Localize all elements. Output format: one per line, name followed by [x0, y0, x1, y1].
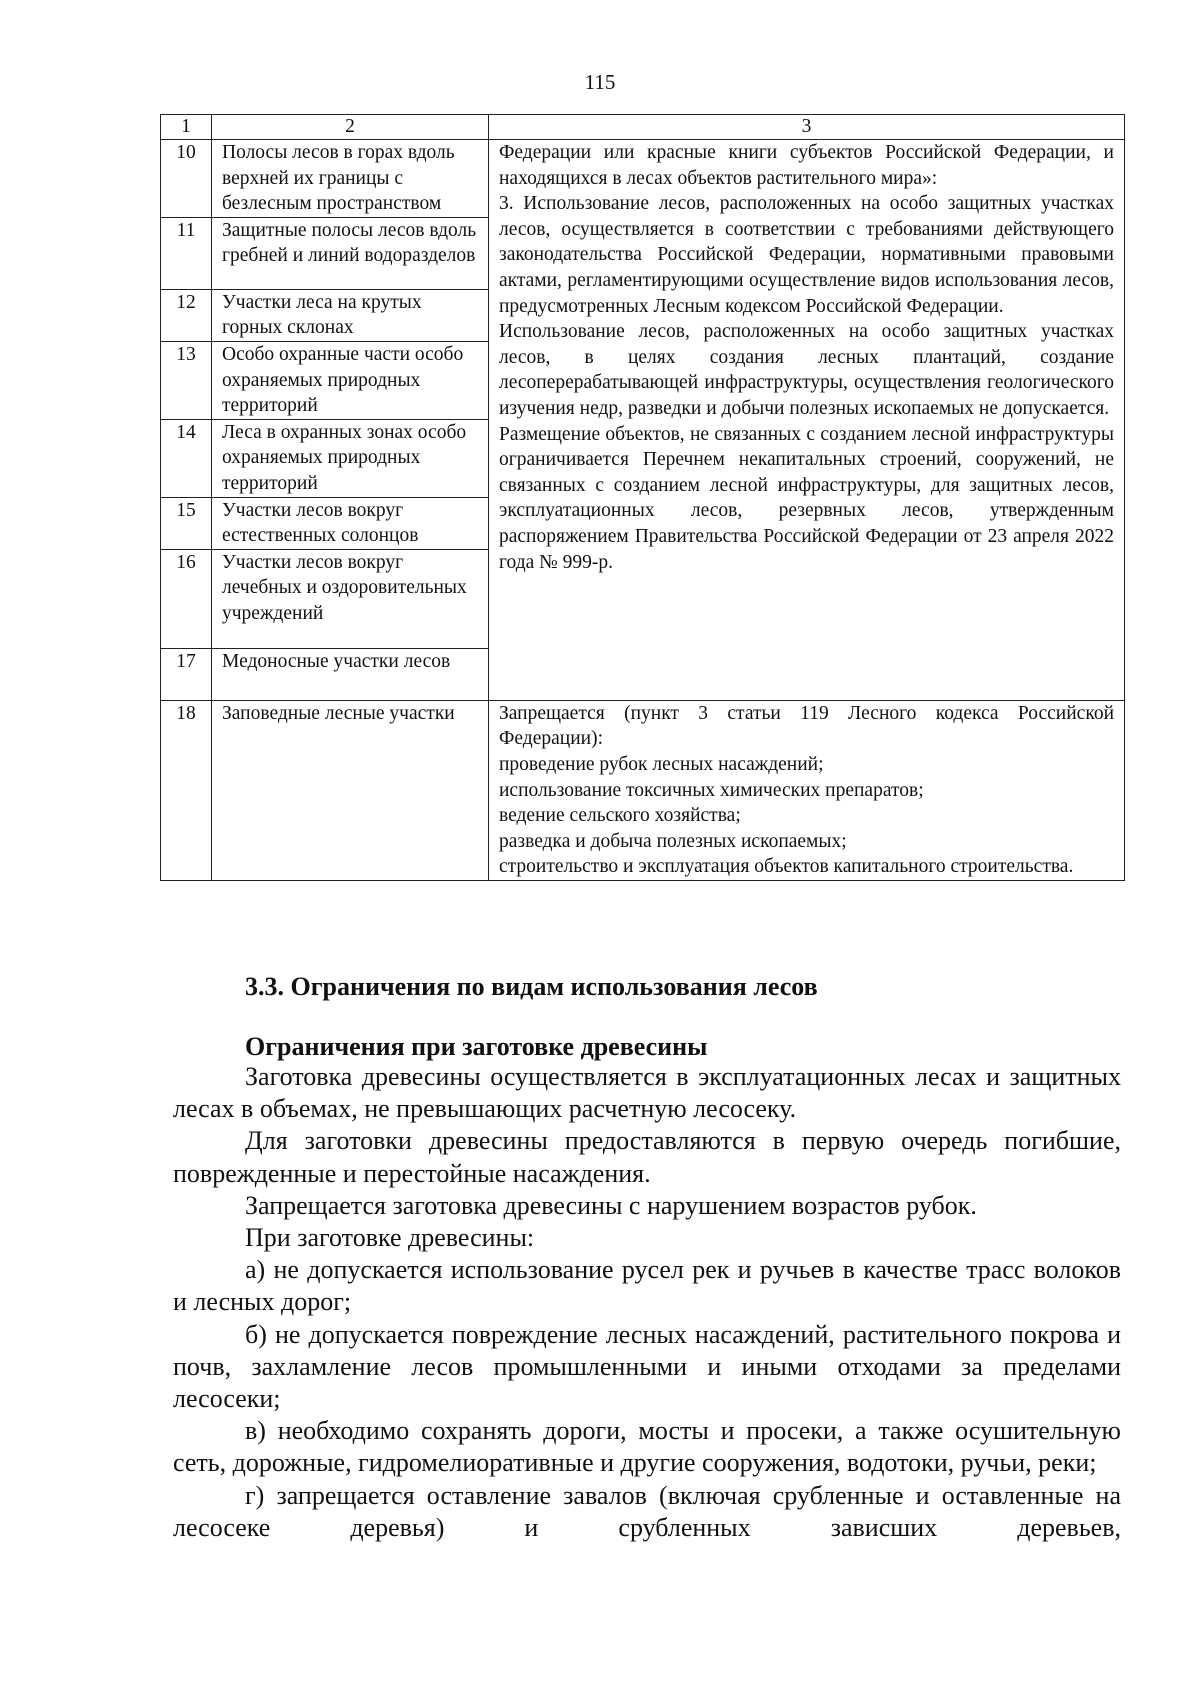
row-name: Медоносные участки лесов [212, 648, 489, 700]
restriction-line: строительство и эксплуатация объектов капитального строительства. [499, 856, 1074, 878]
paragraph: а) не допускается использование русел рек и ручьев в качестве трасс волоков и лесных дорог; [173, 1255, 1121, 1317]
row-number: 12 [161, 289, 212, 341]
row-number: 18 [161, 700, 212, 880]
paragraph: При заготовке древесины: [245, 1223, 535, 1253]
paragraph: Для заготовки древесины предоставляются в первую очередь погибшие, поврежденные и перестойные насаждения. [173, 1126, 1121, 1188]
row-name: Заповедные лесные участки [212, 700, 489, 880]
table-row [161, 140, 1125, 218]
row-number: 17 [161, 648, 212, 700]
group-restrictions-cell [489, 140, 1125, 701]
forest-restrictions-table [160, 114, 1125, 881]
restriction-paragraph: Использование лесов, расположенных на особо защитных участках лесов, в целях создания лесных плантаций, создание лесоперерабатывающей инфраструктуры, осуществления геологического изучения недр, разведки и добычи полезных ископаемых не допускается. [499, 321, 1114, 419]
restriction-paragraph: Федерации или красные книги субъектов Российской Федерации, и находящихся в лесах объектов растительного мира»: [499, 142, 1114, 189]
row-name: Участки леса на крутых горных склонах [212, 289, 489, 341]
row-number: 13 [161, 341, 212, 419]
table-header-row [161, 115, 1125, 140]
row-number: 15 [161, 497, 212, 549]
row-name: Особо охранные части особо охраняемых природных территорий [212, 341, 489, 419]
restriction-line: Запрещается (пункт 3 статьи 119 Лесного кодекса Российской Федерации): [499, 702, 1114, 750]
row-number: 11 [161, 217, 212, 289]
section-title: 3.3. Ограничения по видам использования лесов [245, 972, 818, 1001]
row-number: 14 [161, 419, 212, 497]
restriction-line: разведка и добыча полезных ископаемых; [499, 830, 847, 852]
row-number: 10 [161, 140, 212, 218]
paragraph: Запрещается заготовка древесины с нарушением возрастов рубок. [245, 1190, 977, 1220]
row-name: Участки лесов вокруг естественных солонцов [212, 497, 489, 549]
column-header: 2 [212, 115, 489, 140]
table-row [161, 700, 1125, 880]
restriction-paragraph: 3. Использование лесов, расположенных на особо защитных участках лесов, осуществляется в соответствии с требованиями действующего законодательства Российской Федерации, нормативными правовыми актами, регламентирующими осуществление видов использования лесов, предусмотренных Лесным кодексом Российской Федерации. [499, 193, 1114, 317]
subsection-title: Ограничения при заготовке древесины [245, 1032, 708, 1061]
restriction-line: проведение рубок лесных насаждений; [499, 753, 824, 775]
body-text [173, 1061, 1121, 1544]
paragraph: б) не допускается повреждение лесных насаждений, растительного покрова и почв, захламление лесов промышленными и иными отходами за пределами лесосеки; [173, 1319, 1121, 1414]
row-name: Леса в охранных зонах особо охраняемых природных территорий [212, 419, 489, 497]
paragraph: Заготовка древесины осуществляется в эксплуатационных лесах и защитных лесах в объемах, не превышающих расчетную лесосеку. [173, 1062, 1121, 1124]
restriction-line: использование токсичных химических препаратов; [499, 779, 924, 801]
row-name: Полосы лесов в горах вдоль верхней их границы с безлесным пространством [212, 140, 489, 218]
row-name: Участки лесов вокруг лечебных и оздоровительных учреждений [212, 549, 489, 648]
restriction-line: ведение сельского хозяйства; [499, 805, 741, 827]
paragraph: в) необходимо сохранять дороги, мосты и просеки, а также осушительную сеть, дорожные, гидромелиоративные и другие сооружения, водотоки, ручьи, реки; [173, 1416, 1121, 1478]
column-header: 3 [489, 115, 1125, 140]
restriction-paragraph: Размещение объектов, не связанных с созданием лесной инфраструктуры ограничивается Перечнем некапитальных строений, сооружений, не связанных с созданием лесной инфраструктуры, для защитных лесов, эксплуатационных лесов, резервных лесов, утвержденным распоряжением Правительства Российской Федерации от 23 апреля 2022 года № 999-р. [499, 423, 1114, 573]
page-number: 115 [584, 70, 616, 94]
row-name: Защитные полосы лесов вдоль гребней и линий водоразделов [212, 217, 489, 289]
row-number: 16 [161, 549, 212, 648]
column-header: 1 [161, 115, 212, 140]
row18-restrictions-cell [489, 700, 1125, 880]
paragraph: г) запрещается оставление завалов (включая срубленные и оставленные на лесосеке деревья) и срубленных зависших деревьев, [173, 1480, 1121, 1542]
